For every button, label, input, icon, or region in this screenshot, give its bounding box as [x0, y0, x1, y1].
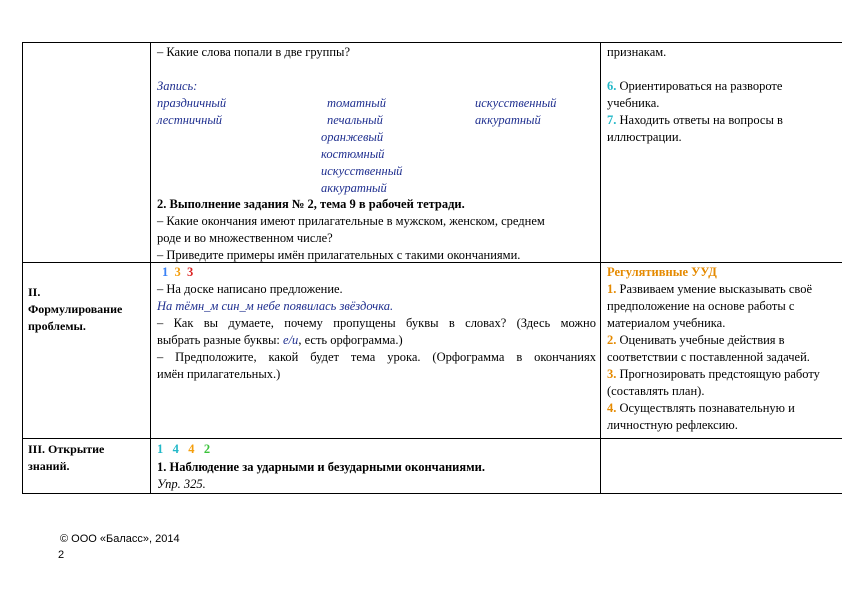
code-1: 1 — [162, 265, 169, 279]
table-left-border — [22, 42, 23, 494]
reg-item-3-number: 3. — [607, 367, 617, 381]
word-col2-3: оранжевый — [321, 130, 384, 144]
table-bottom-border — [22, 493, 600, 494]
table-top-border — [22, 42, 842, 43]
word-col1-1: праздничный — [157, 96, 227, 110]
code-r3-4: 2 — [203, 442, 211, 456]
question-line-2-b: , есть орфограмма.) — [298, 333, 403, 347]
question-line-2-a: выбрать разные буквы: — [157, 333, 284, 347]
word-col2-2: печальный — [327, 113, 383, 127]
reg-item-4-text: Осуществлять познавательную и — [619, 401, 795, 415]
item-7-text: Находить ответы на вопросы в — [619, 113, 783, 127]
reg-item-3-cont: (составлять план). — [607, 384, 705, 398]
right-top-text: признакам. — [607, 45, 667, 59]
code-3: 3 — [187, 265, 194, 279]
word-col3-1: искусственный — [475, 96, 557, 110]
question-line-2 — [157, 332, 403, 349]
section-2-title-2: проблемы. — [28, 319, 86, 333]
reg-item-2-text: Оценивать учебные действия в — [619, 333, 785, 347]
color-codes-row2 — [162, 264, 193, 281]
zapis-label: Запись: — [157, 79, 198, 93]
row-divider-2 — [22, 438, 842, 439]
item-6-number: 6. — [607, 79, 617, 93]
code-r3-3: 4 — [188, 442, 195, 456]
table-bottom-border-right — [600, 493, 842, 494]
color-codes-row3 — [157, 441, 210, 458]
right-item-7-cont: иллюстрации. — [607, 130, 682, 144]
section-3-title-1: III. Открытие — [28, 442, 105, 456]
reg-item-3 — [607, 366, 820, 383]
reg-item-1 — [607, 281, 812, 298]
word-col2-5: искусственный — [321, 164, 403, 178]
question-line-1: – Как вы думаете, почему пропущены буквы в словах? (Здесь можно — [157, 316, 596, 330]
word-col3-2: аккуратный — [475, 113, 541, 127]
reg-item-2-number: 2. — [607, 333, 617, 347]
column-divider-2 — [600, 42, 601, 494]
word-col2-6: аккуратный — [321, 181, 387, 195]
suggest-line-2: имён прилагательных.) — [157, 367, 281, 381]
item-6-text: Ориентироваться на развороте — [619, 79, 783, 93]
reg-item-1-number: 1. — [607, 282, 617, 296]
right-item-6-cont: учебника. — [607, 96, 660, 110]
page-number: 2 — [58, 549, 65, 561]
reg-item-3-text: Прогнозировать предстоящую работу — [619, 367, 820, 381]
reg-item-2-cont: соответствии с поставленной задачей. — [607, 350, 810, 364]
reg-item-1-cont-1: предположение на основе работы с — [607, 299, 795, 313]
code-2: 3 — [174, 265, 181, 279]
code-r3-2: 4 — [172, 442, 179, 456]
column-divider-1 — [150, 42, 151, 494]
task-heading: 2. Выполнение задания № 2, тема 9 в рабочей тетради. — [157, 197, 465, 211]
section-3-title-2: знаний. — [28, 459, 70, 473]
letters-e-i: е/и — [283, 333, 299, 347]
board-text: – На доске написано предложение. — [157, 282, 343, 296]
section-2-title-1: Формулирование — [28, 302, 123, 316]
word-col2-4: костюмный — [321, 147, 385, 161]
reg-item-1-text: Развиваем умение высказывать своё — [619, 282, 813, 296]
observation-heading: 1. Наблюдение за ударными и безударными окончаниями. — [157, 460, 485, 474]
board-sentence: На тёмн_м син_м небе появилась звёздочка. — [157, 299, 394, 313]
section-2-number: II. — [28, 285, 41, 299]
word-col1-2: лестничный — [157, 113, 223, 127]
right-item-7 — [607, 112, 783, 129]
task-line-1: – Какие окончания имеют прилагательные в мужском, женском, среднем — [157, 214, 545, 228]
suggest-line-1: – Предположите, какой будет тема урока. (Орфограмма в окончаниях — [157, 350, 596, 364]
question-text: – Какие слова попали в две группы? — [157, 45, 350, 59]
reg-item-1-cont-2: материалом учебника. — [607, 316, 726, 330]
reg-item-4-number: 4. — [607, 401, 617, 415]
word-col2-1: томатный — [327, 96, 386, 110]
copyright: © ООО «Баласс», 2014 — [60, 533, 180, 545]
task-line-2: роде и во множественном числе? — [157, 231, 333, 245]
reg-item-4-cont: личностную рефлексию. — [607, 418, 738, 432]
task-line-3: – Приведите примеры имён прилагательных с такими окончаниями. — [157, 248, 521, 262]
right-item-6 — [607, 78, 782, 95]
reg-item-4 — [607, 400, 795, 417]
reg-item-2 — [607, 332, 785, 349]
code-r3-1: 1 — [157, 442, 164, 456]
item-7-number: 7. — [607, 113, 617, 127]
exercise-ref: Упр. 325. — [157, 477, 206, 491]
regulative-title: Регулятивные УУД — [607, 265, 717, 279]
